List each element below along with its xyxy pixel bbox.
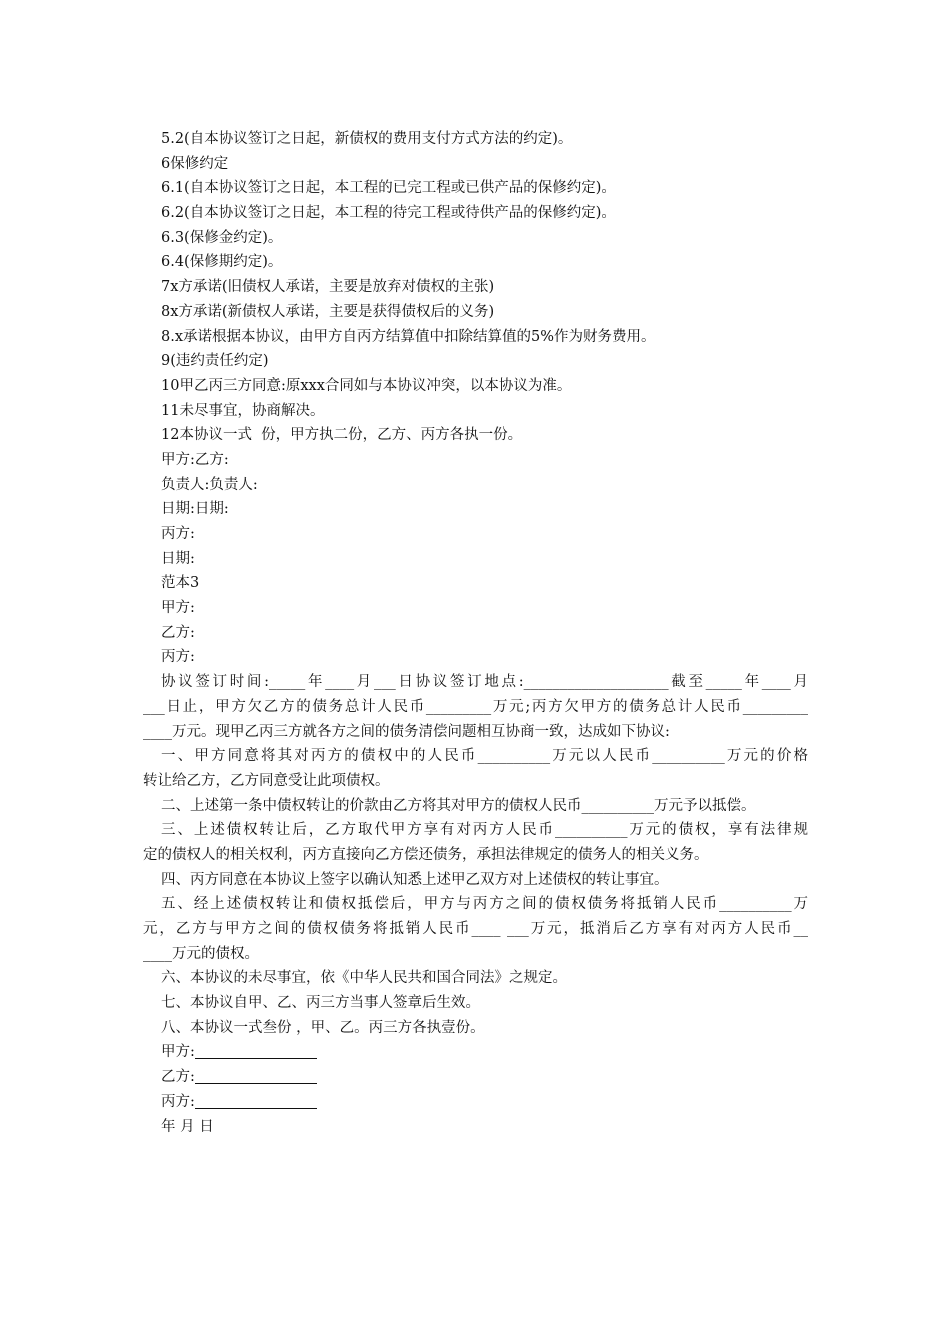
article-1: 一、甲方同意将其对丙方的债权中的人民币__________万元以人民币__________万元的价格 [161, 748, 808, 765]
date-line: 年 月 日 [161, 1118, 214, 1135]
clause-12: 12本协议一式 份，甲方执二份，乙方、丙方各执一份。 [161, 427, 523, 444]
signature-blank-a [195, 1042, 317, 1059]
signature-party-ab: 甲方:乙方: [161, 451, 229, 468]
article-5-cont-2: ____万元的债权。 [143, 945, 259, 962]
article-7: 七、本协议自甲、乙、丙三方当事人签章后生效。 [161, 995, 480, 1012]
clause-8: 8x方承诺(新债权人承诺，主要是获得债权后的义务) [161, 303, 495, 320]
article-3: 三、上述债权转让后，乙方取代甲方享有对丙方人民币__________万元的债权，享有法律规 [161, 822, 808, 839]
signature-line-a [143, 1040, 808, 1065]
signature-date-c: 日期: [161, 550, 195, 567]
article-3-cont: 定的债权人的相关权利，丙方直接向乙方偿还债务，承担法律规定的债务人的相关义务。 [143, 846, 709, 863]
signature-label-c: 丙方: [161, 1093, 195, 1110]
signing-time-line-2: ___日止，甲方欠乙方的债务总计人民币_________万元;丙方欠甲方的债务总计人民币_________ [143, 698, 808, 715]
article-4: 四、丙方同意在本协议上签字以确认知悉上述甲乙双方对上述债权的转让事宜。 [161, 871, 669, 888]
clause-6-1: 6.1(自本协议签订之日起，本工程的已完工程或已供产品的保修约定)。 [161, 180, 616, 197]
party-a-label: 甲方: [161, 600, 195, 617]
clause-6-3: 6.3(保修金约定)。 [161, 229, 283, 246]
clause-11: 11未尽事宜，协商解决。 [161, 402, 325, 419]
article-5-cont: 元，乙方与甲方之间的债权债务将抵销人民币____ ___万元，抵消后乙方享有对丙方人民币__ [143, 921, 808, 937]
template-3-heading: 范本3 [161, 575, 200, 592]
signature-line-c [143, 1090, 808, 1115]
article-5: 五、经上述债权转让和债权抵偿后，甲方与丙方之间的债权债务将抵销人民币__________万 [161, 896, 808, 913]
signature-party-c: 丙方: [161, 526, 195, 542]
article-8: 八、本协议一式叁份 ，甲、乙。丙三方各执壹份。 [161, 1019, 485, 1036]
party-b-label: 乙方: [161, 624, 195, 641]
signature-label-a: 甲方: [161, 1044, 195, 1061]
party-c-label: 丙方: [161, 649, 195, 666]
article-6: 六、本协议的未尽事宜，依《中华人民共和国合同法》之规定。 [161, 970, 567, 987]
document-body [143, 127, 808, 1139]
article-2: 二、上述第一条中债权转让的价款由乙方将其对甲方的债权人民币__________万元予以抵偿。 [161, 797, 756, 814]
clause-6-heading: 6保修约定 [161, 155, 229, 172]
signing-time-line-3: ____万元。现甲乙丙三方就各方之间的债务清偿问题相互协商一致，达成如下协议: [143, 723, 670, 740]
clause-6-4: 6.4(保修期约定)。 [161, 254, 283, 271]
clause-5-2: 5.2(自本协议签订之日起，新债权的费用支付方式方法的约定)。 [161, 131, 573, 147]
clause-8-x: 8.x承诺根据本协议，由甲方自丙方结算值中扣除结算值的5%作为财务费用。 [161, 328, 656, 345]
clause-7: 7x方承诺(旧债权人承诺，主要是放弃对债权的主张) [161, 279, 495, 296]
clause-9: 9(违约责任约定) [161, 353, 269, 370]
signature-dates: 日期:日期: [161, 501, 229, 518]
article-1-cont: 转让给乙方，乙方同意受让此项债权。 [143, 772, 390, 789]
signature-blank-b [195, 1067, 317, 1084]
signature-blank-c [195, 1092, 317, 1109]
signature-responsible: 负责人:负责人: [161, 476, 258, 493]
clause-10: 10甲乙丙三方同意:原xxx合同如与本协议冲突，以本协议为准。 [161, 377, 572, 394]
signature-label-b: 乙方: [161, 1069, 195, 1086]
clause-6-2: 6.2(自本协议签订之日起，本工程的待完工程或待供产品的保修约定)。 [161, 205, 616, 222]
signature-line-b [143, 1065, 808, 1090]
signing-time-line: 协议签订时间:_____年____月___日协议签订地点:____________________截至_____年____月 [161, 674, 808, 691]
